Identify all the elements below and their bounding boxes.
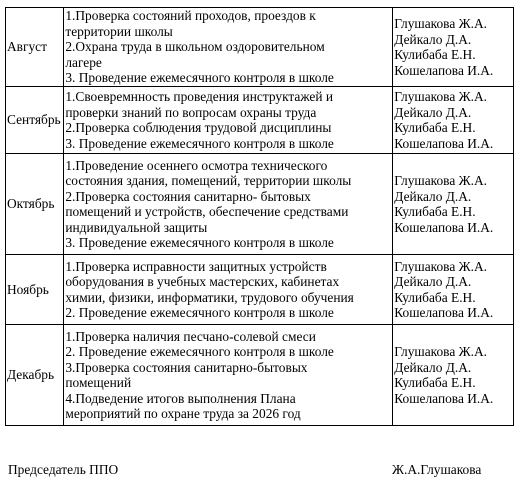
task-line: 3. Проведение ежемесячного контроля в школе <box>65 135 334 151</box>
person-name: Кулибаба Е.Н. <box>394 289 476 305</box>
task-line: химии, физики, информатики, трудового обучения <box>65 289 354 305</box>
plan-table-body <box>6 8 514 426</box>
person-name: Кошелапова И.А. <box>394 305 494 320</box>
person-name: Кошелапова И.А. <box>394 390 494 406</box>
task-line: 2. Проведение ежемесячного контроля в школе <box>65 305 334 320</box>
person-name: Глушакова Ж.А. <box>394 173 487 188</box>
person-name: Кулибаба Е.Н. <box>394 375 476 390</box>
people-cell <box>393 87 514 154</box>
person-name: Дейкало Д.А. <box>394 274 472 289</box>
task-line: территории школы <box>65 23 173 39</box>
month-cell: Август <box>6 8 64 87</box>
month-cell: Декабрь <box>6 325 64 426</box>
task-line: 2.Проверка состояния санитарно- бытовых <box>65 188 311 204</box>
task-line: 1.Проверка состояний проходов, проездов к <box>65 8 316 24</box>
task-line: 3. Проведение ежемесячного контроля в школе <box>65 70 334 86</box>
person-name: Глушакова Ж.А. <box>394 258 487 274</box>
person-name: Глушакова Ж.А. <box>394 89 487 104</box>
task-line: 3. Проведение ежемесячного контроля в школе <box>65 235 334 250</box>
person-name: Кулибаба Е.Н. <box>394 120 476 135</box>
chairman-title: Председатель ППО <box>8 462 119 477</box>
table-row-october <box>6 154 514 255</box>
person-name: Глушакова Ж.А. <box>394 344 487 359</box>
task-line: 2.Охрана труда в школьном оздоровительном <box>65 39 325 55</box>
person-name: Дейкало Д.А. <box>394 31 472 47</box>
person-name: Кулибаба Е.Н. <box>394 47 476 62</box>
chairman-name: Ж.А.Глушакова <box>392 462 482 477</box>
task-line: 1.Проведение осеннего осмотра технического <box>65 157 328 173</box>
people-cell <box>393 325 514 426</box>
person-name: Дейкало Д.А. <box>394 359 472 375</box>
task-line: 2. Проведение ежемесячного контроля в школе <box>65 344 334 359</box>
person-name: Глушакова Ж.А. <box>394 16 487 31</box>
task-line: индивидуальной защиты <box>65 219 208 235</box>
table-row-november <box>6 255 514 325</box>
person-name: Кулибаба Е.Н. <box>394 204 476 219</box>
task-line: мероприятий по охране труда за 2026 год <box>65 406 301 421</box>
people-cell <box>393 255 514 325</box>
task-line: 4.Подведение итогов выполнения Плана <box>65 390 296 406</box>
task-line: 1.Своевремнность проведения инструктажей и <box>65 89 334 104</box>
person-name: Дейкало Д.А. <box>394 188 472 204</box>
tasks-cell <box>64 154 393 255</box>
person-name: Кошелапова И.А. <box>394 219 494 235</box>
table-row-september <box>6 87 514 154</box>
month-cell: Октябрь <box>6 154 64 255</box>
plan-table <box>5 7 514 426</box>
task-line: помещений и устройств, обеспечение средствами <box>65 204 349 219</box>
tasks-cell <box>64 87 393 154</box>
person-name: Кошелапова И.А. <box>394 135 494 151</box>
task-line: оборудования в учебных мастерских, кабинетах <box>65 274 340 289</box>
table-row-december <box>6 325 514 426</box>
task-line: 3.Проверка состояния санитарно-бытовых <box>65 359 308 375</box>
task-line: состояния здания, помещений, территории школы <box>65 173 352 188</box>
task-line: проверки знаний по вопросам охраны труда <box>65 104 317 120</box>
tasks-cell <box>64 325 393 426</box>
task-line: 1.Проверка исправности защитных устройств <box>65 258 327 274</box>
table-row-august <box>6 8 514 87</box>
task-line: 1.Проверка наличия песчано-солевой смеси <box>65 328 316 344</box>
month-cell: Ноябрь <box>6 255 64 325</box>
person-name: Дейкало Д.А. <box>394 104 472 120</box>
month-cell: Сентябрь <box>6 87 64 154</box>
people-cell <box>393 154 514 255</box>
task-line: лагере <box>65 54 102 70</box>
tasks-cell <box>64 255 393 325</box>
task-line: 2.Проверка соблюдения трудовой дисциплины <box>65 120 332 135</box>
tasks-cell <box>64 8 393 87</box>
task-line: помещений <box>65 375 132 390</box>
person-name: Кошелапова И.А. <box>394 62 494 78</box>
people-cell <box>393 8 514 87</box>
